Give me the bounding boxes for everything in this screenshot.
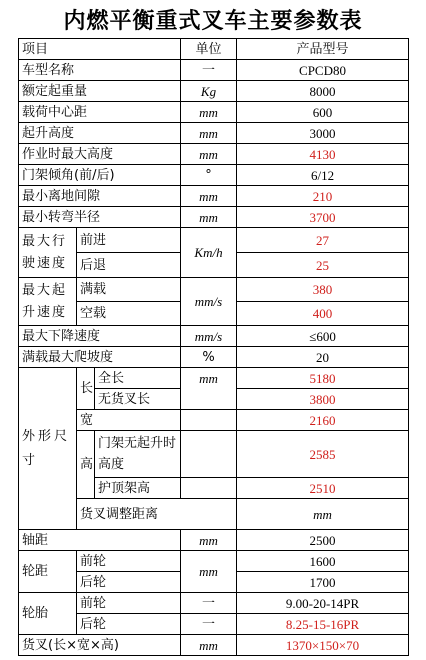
row-min_turning_radius [19, 207, 409, 228]
row-tyre-front [19, 593, 409, 614]
header-unit: 单位 [181, 39, 237, 60]
dim-width-label: 宽 [77, 410, 181, 431]
row-min_ground_clearance [19, 186, 409, 207]
tyre-rear-value: 8.25-15-16PR [237, 614, 409, 635]
fork_spread-label: 货叉调整距离 [77, 499, 237, 530]
dim-width-value: 2160 [237, 410, 409, 431]
min_turning_radius-label: 最小转弯半径 [19, 207, 181, 228]
row-mast_tilt [19, 165, 409, 186]
travel-reverse-value: 25 [237, 253, 409, 278]
load_center-unit: mm [181, 102, 237, 123]
dim-overall-length-label: 全长 [95, 368, 181, 389]
max_lowering_speed-label: 最大下降速度 [19, 326, 181, 347]
lift-unloaded-label: 空载 [77, 302, 181, 326]
row-fork_spread [19, 499, 409, 530]
fork_size-label: 货叉(长×宽×高) [19, 635, 181, 656]
max_working_height-unit: mm [181, 144, 237, 165]
travel-forward-label: 前进 [77, 228, 181, 253]
fork_size-value: 1370×150×70 [237, 635, 409, 656]
min_turning_radius-unit: mm [181, 207, 237, 228]
row-dim-overall-length [19, 368, 409, 389]
min_ground_clearance-label: 最小离地间隙 [19, 186, 181, 207]
lift_height-unit: mm [181, 123, 237, 144]
max_working_height-label: 作业时最大高度 [19, 144, 181, 165]
row-max-gradeability [19, 347, 409, 368]
lift_height-value: 3000 [237, 123, 409, 144]
rated_load-label: 额定起重量 [19, 81, 181, 102]
row-max_lowering_speed [19, 326, 409, 347]
dim-guard-height-value: 2510 [237, 478, 409, 499]
row-model_name [19, 60, 409, 81]
tyre-front-label: 前轮 [77, 593, 181, 614]
wheelbase-label: 轴距 [19, 530, 181, 551]
row-fork-size [19, 635, 409, 656]
tyre-rear-unit: 一 [181, 614, 237, 635]
max_working_height-value: 4130 [237, 144, 409, 165]
row-dim-width [19, 410, 409, 431]
row-max_working_height [19, 144, 409, 165]
max_gradeability-value: 20 [237, 347, 409, 368]
row-max-travel-speed-forward [19, 228, 409, 253]
row-dim-mast-height [19, 431, 409, 478]
dimensions-label: 外形尺寸 [19, 368, 77, 530]
dim-length-no-fork-value: 3800 [237, 389, 409, 410]
tyres-label: 轮胎 [19, 593, 77, 635]
min_ground_clearance-unit: mm [181, 186, 237, 207]
dim-height-label: 高 [77, 431, 95, 499]
rated_load-unit: Kg [181, 81, 237, 102]
track-front-value: 1600 [237, 551, 409, 572]
dim-overall-length-value: 5180 [237, 368, 409, 389]
dim-guard-unit-empty [181, 478, 237, 499]
load_center-value: 600 [237, 102, 409, 123]
lift-speed-unit: mm/s [181, 278, 237, 326]
row-track-front [19, 551, 409, 572]
row-lift_height [19, 123, 409, 144]
max_gradeability-label: 满载最大爬坡度 [19, 347, 181, 368]
lift_height-label: 起升高度 [19, 123, 181, 144]
fork_spread-unit: mm [237, 499, 409, 530]
model_name-unit: 一 [181, 60, 237, 81]
max_lowering_speed-unit: mm/s [181, 326, 237, 347]
mast_tilt-label: 门架倾角(前/后) [19, 165, 181, 186]
row-load_center [19, 102, 409, 123]
mast_tilt-unit: ° [181, 165, 237, 186]
wheelbase-unit: mm [181, 530, 237, 551]
header-model: 产品型号 [237, 39, 409, 60]
row-wheelbase [19, 530, 409, 551]
track-unit: mm [181, 551, 237, 593]
travel-speed-unit: Km/h [181, 228, 237, 278]
fork_size-unit: mm [181, 635, 237, 656]
dim-unit: mm [181, 368, 237, 410]
header-item: 项目 [19, 39, 181, 60]
max_gradeability-unit: % [181, 347, 237, 368]
dim-mast-height-value: 2585 [237, 431, 409, 478]
lift-unloaded-value: 400 [237, 302, 409, 326]
track-rear-label: 后轮 [77, 572, 181, 593]
min_turning_radius-value: 3700 [237, 207, 409, 228]
dim-length-label: 长 [77, 368, 95, 410]
max-travel-speed-label: 最大行驶速度 [19, 228, 77, 278]
row-tyre-rear [19, 614, 409, 635]
dim-mast-unit-empty [181, 431, 237, 478]
dim-width-unit-empty [181, 410, 237, 431]
model_name-value: CPCD80 [237, 60, 409, 81]
row-rated_load [19, 81, 409, 102]
travel-forward-value: 27 [237, 228, 409, 253]
tyre-front-unit: 一 [181, 593, 237, 614]
lift-loaded-label: 满载 [77, 278, 181, 302]
track-label: 轮距 [19, 551, 77, 593]
wheelbase-value: 2500 [237, 530, 409, 551]
dim-length-no-fork-label: 无货叉长 [95, 389, 181, 410]
header-row [19, 39, 409, 60]
max-lift-speed-label: 最大起升速度 [19, 278, 77, 326]
spec-table [18, 38, 409, 656]
track-rear-value: 1700 [237, 572, 409, 593]
model_name-label: 车型名称 [19, 60, 181, 81]
max_lowering_speed-value: ≤600 [237, 326, 409, 347]
rated_load-value: 8000 [237, 81, 409, 102]
page-title: 内燃平衡重式叉车主要参数表 [63, 8, 363, 34]
track-front-label: 前轮 [77, 551, 181, 572]
dim-guard-height-label: 护顶架高 [95, 478, 181, 499]
dim-mast-height-label: 门架无起升时高度 [95, 431, 181, 478]
load_center-label: 载荷中心距 [19, 102, 181, 123]
lift-loaded-value: 380 [237, 278, 409, 302]
tyre-rear-label: 后轮 [77, 614, 181, 635]
row-max-lift-speed-loaded [19, 278, 409, 302]
mast_tilt-value: 6/12 [237, 165, 409, 186]
travel-reverse-label: 后退 [77, 253, 181, 278]
tyre-front-value: 9.00-20-14PR [237, 593, 409, 614]
min_ground_clearance-value: 210 [237, 186, 409, 207]
